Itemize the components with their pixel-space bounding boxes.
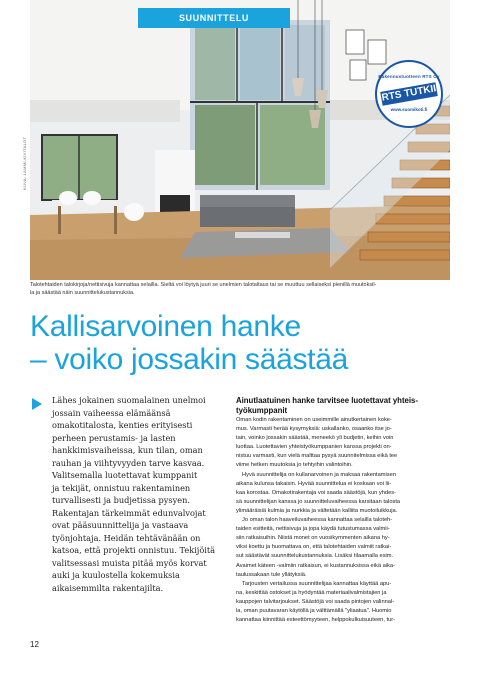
lead-line: katsoa, että projekti onnistuu. Tekijöitä bbox=[52, 545, 216, 555]
caption-line: Talotehtaiden talokirjoja/nettisivuja kannattaa selailla. Sieltä voi löytyä juuri se unelmien talotaltaus tai se muuttuu sellaiseksi pienillä muutoksil- bbox=[30, 282, 377, 288]
lead-line: työnjohtaja. Heidän tehtävänään on bbox=[52, 532, 201, 543]
lead-line: perheen perustamis- ja lasten bbox=[52, 432, 176, 443]
lead-paragraph bbox=[52, 394, 220, 594]
body-line: Tarjousten vertailussa suunnittelijaa kannattaa käyttää apu- bbox=[242, 580, 392, 587]
hero-photo bbox=[30, 0, 450, 280]
body-paragraph-2 bbox=[236, 471, 452, 516]
body-paragraph-1 bbox=[236, 416, 452, 471]
lead-line: auki ja kuulostella kokemuksia bbox=[52, 570, 180, 580]
section-label: SUUNNITTELU bbox=[138, 8, 290, 28]
body-line: kannattaa kiinnittää esteettömyyteen, helppokulkuisuuteen, tur- bbox=[236, 617, 396, 624]
body-line: Jo oman talon haaveiluvaiheessa kannattaa selailla taloteh- bbox=[242, 517, 393, 524]
body-paragraph-3 bbox=[236, 516, 452, 580]
lead-line: Lähes jokainen suomalainen unelmoi bbox=[52, 395, 206, 405]
lead-line: ja tekijät, onnistuu rakentaminen bbox=[52, 482, 191, 493]
badge-main-text: RTS TUTKII bbox=[380, 82, 438, 106]
lead-line: ovat pääsuunnittelija ja vastaava bbox=[52, 520, 189, 530]
rts-tutkii-badge bbox=[375, 60, 443, 128]
badge-bottom-text: www.suomikoti.fi bbox=[390, 107, 428, 112]
body-line: taiden esitteitä, nettisivuja ja jopa käydä tutustumassa valmii- bbox=[236, 526, 390, 533]
article-subheading bbox=[236, 396, 452, 416]
body-line: Hyvä suunnittelija on kullanarvoinen ja maksaa rakentamisen bbox=[242, 471, 396, 478]
body-line: taulussakaan tule yllätyksiä. bbox=[236, 571, 307, 578]
photo-credit: KUVA: LAMMI-KIVITALOT bbox=[22, 136, 27, 190]
subhead-line: Ainutlaatuinen hanke tarvitsee luotettavat yhteis- bbox=[236, 396, 418, 405]
lead-line: valitsessasi muista pitää myös korvat bbox=[52, 557, 207, 568]
lead-line: Valitsemalla luotettavat kumppanit bbox=[52, 470, 198, 480]
body-line: kauppojen talvitarjoukset. Säästöjä voi saada pintojen valinnal- bbox=[236, 598, 395, 605]
headline-line-2: – voiko jossakin säästää bbox=[30, 343, 348, 376]
body-line: tain, voinko jossakin säästää, meneekö yli budjetin, keihin voin bbox=[236, 435, 394, 442]
body-line: ylimääräisiä kulmia ja nurkkia ja vältetään kalliita muotoiluikkuja. bbox=[236, 507, 398, 514]
lead-line: turvallisesti ja budjetissa pysyen. bbox=[52, 495, 190, 505]
body-line: sut säästävät suunnittelukustannuksia. Lisäksi tilaamalla esim. bbox=[236, 553, 394, 560]
body-line: sä suunnittelijan kanssa jo suunnitteluvaiheessa karsitaan talosta bbox=[236, 498, 401, 505]
lead-line: jossain vaiheessa elämäänsä bbox=[52, 407, 171, 418]
body-line: na, keskittää ostokset ja hyödyntää materiaalivalmistajien ja bbox=[236, 589, 387, 596]
caption-line: la ja säästää näin suunnittelukustannuksia. bbox=[30, 290, 135, 296]
body-line: Avaimet käteen -valmiin ratkaisun, ei kustannuksissa eikä aika- bbox=[236, 562, 395, 569]
badge-top-text: Rakennustuotteen RTS Oy bbox=[378, 74, 440, 79]
body-line: kaa korostaa. Omakotirakentaja voi saada säästöjä, kun yhdes- bbox=[236, 489, 396, 496]
body-line: luottaa. Luotettavien yhteistyökumppanien kanssa projekti on- bbox=[236, 444, 392, 451]
body-line: siin ratkaisuihin. Niistä monet on vuosikymmenten aikana hy- bbox=[236, 535, 390, 542]
interior-living-room-image bbox=[30, 0, 450, 280]
body-line: Oman kodin rakentaminen on useimmille ainutkertainen koke- bbox=[236, 417, 392, 423]
body-line: aikana kulunsa takaisin. Hyvää suunnittelua ei koskaan voi lii- bbox=[236, 480, 392, 487]
lead-line: rauhan ja viihtyvyyden tarve kasvaa. bbox=[52, 457, 205, 468]
page-number: 12 bbox=[30, 640, 39, 649]
lead-arrow-icon bbox=[32, 398, 42, 410]
lead-line: aikaisemmilta rakentajilta. bbox=[52, 582, 164, 593]
lead-line: omakotitalosta, kenties erityisesti bbox=[52, 420, 193, 430]
subhead-line: työkumppanit bbox=[236, 406, 288, 415]
article-headline bbox=[30, 310, 460, 376]
headline-line-1: Kallisarvoinen hanke bbox=[30, 310, 301, 343]
body-line: nistuu varmasti, kun vielä malttaa pysyä suunnitelmissa eikä tee bbox=[236, 453, 398, 460]
lead-line: Rakentajan tärkeimmät edunvalvojat bbox=[52, 507, 206, 518]
body-paragraph-4 bbox=[236, 580, 452, 625]
body-line: viime hetken muutoksia jo tehtyihin valintoihin. bbox=[236, 462, 353, 469]
lead-line: hankkimisvaiheissa, kun tilan, oman bbox=[52, 445, 203, 455]
body-line: viksi koettu ja huomattava on, että talotehtaiden valmiit ratkai- bbox=[236, 544, 392, 551]
body-line: mus. Varmasti herää kysymyksiä: uskallanko, osaanko itse jo- bbox=[236, 426, 392, 433]
photo-caption bbox=[30, 281, 450, 297]
body-line: la, oman puutavaran käytöllä ja välttämällä "yliaatua". Huomio bbox=[236, 607, 392, 614]
article-body-column bbox=[236, 396, 452, 625]
